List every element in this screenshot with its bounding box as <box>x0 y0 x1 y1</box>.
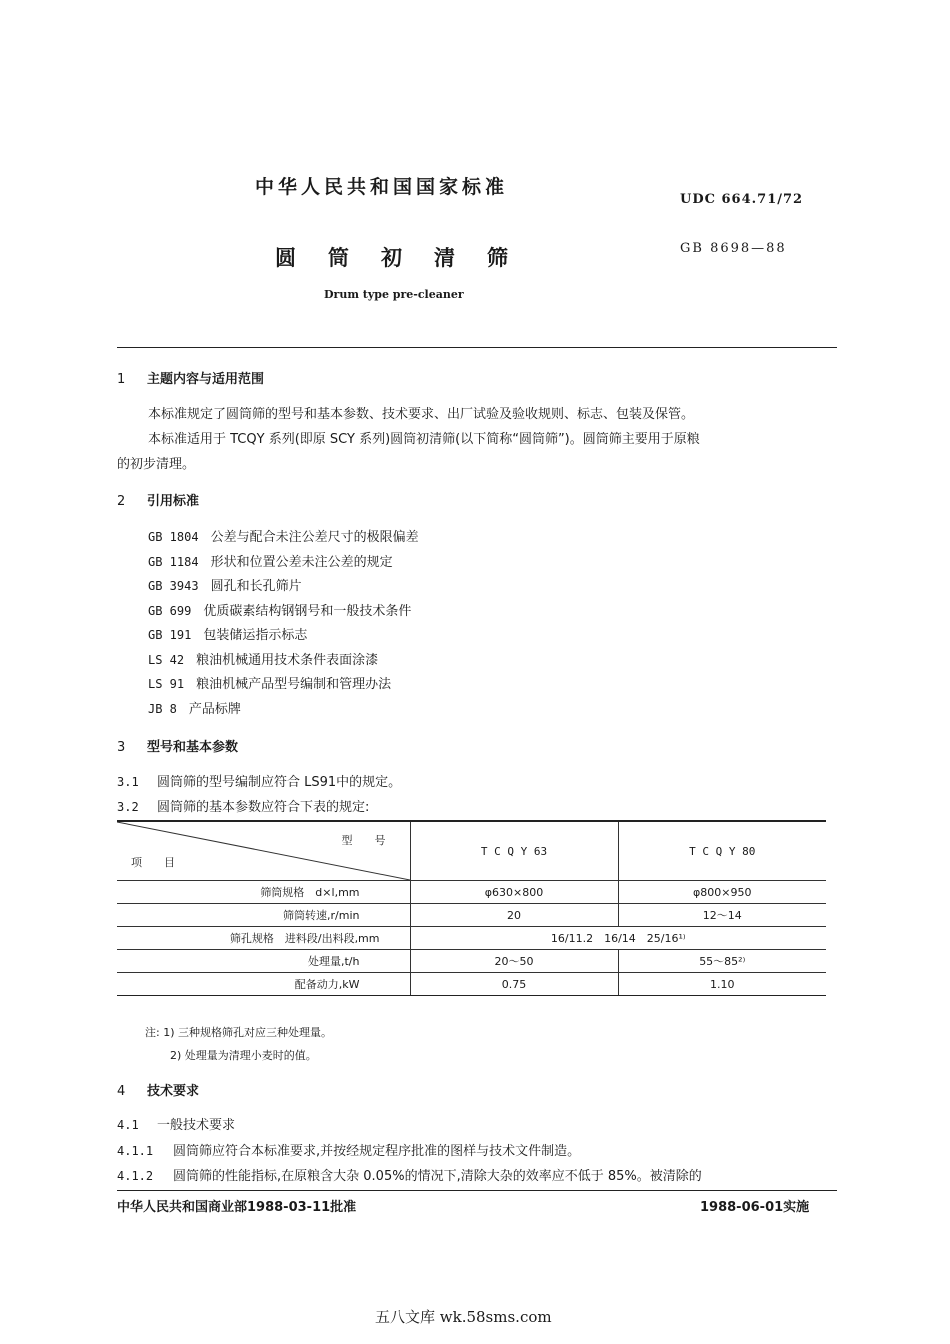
reference-item <box>148 600 411 619</box>
header-divider <box>117 347 837 348</box>
reference-code: LS 91 <box>148 677 185 691</box>
implementation-date: 1988-06-01实施 <box>700 1200 810 1215</box>
header-item-label: 项 目 <box>131 856 175 869</box>
watermark: 五八文库 wk.58sms.com <box>375 1308 552 1326</box>
table-row <box>117 973 826 996</box>
standard-organization: 中华人民共和国国家标准 <box>255 176 509 198</box>
row-value-63: 20 <box>410 904 618 927</box>
section-2-heading: 2 引用标准 <box>117 494 200 509</box>
reference-name: 公差与配合未注公差尺寸的极限偏差 <box>210 530 419 545</box>
reference-name: 优质碳素结构钢钢号和一般技术条件 <box>203 603 412 619</box>
row-label: 筛筒转速,r/min <box>117 904 410 927</box>
header-diagonal-line <box>117 822 410 880</box>
approval-date: 中华人民共和国商业部1988-03-11批准 <box>117 1200 357 1215</box>
udc-code: UDC 664.71/72 <box>680 192 804 207</box>
reference-item <box>148 673 391 692</box>
table-row <box>117 881 826 904</box>
parameters-table <box>117 820 826 996</box>
document-title: 圆筒初清筛 <box>275 246 540 270</box>
reference-code: GB 1804 <box>148 530 199 544</box>
row-value-80: 1.10 <box>618 973 826 996</box>
table-note-2: 2) 处理量为清理小麦时的值。 <box>170 1049 317 1062</box>
row-value-63: 20～50 <box>410 950 618 973</box>
reference-code: GB 699 <box>148 603 192 618</box>
reference-code: GB 191 <box>148 628 192 642</box>
reference-name: 粮油机械通用技术条件表面涂漆 <box>196 652 379 668</box>
section-4-heading: 4 技术要求 <box>117 1084 200 1099</box>
clause-4-1-1: 4.1.1 圆筒筛应符合本标准要求,并按经规定程序批准的图样与技术文件制造。 <box>117 1144 581 1159</box>
reference-name: 形状和位置公差未注公差的规定 <box>210 554 393 570</box>
reference-item <box>148 698 241 717</box>
clause-3-1: 3.1 圆筒筛的型号编制应符合 LS91中的规定。 <box>117 775 402 790</box>
section-3-heading: 3 型号和基本参数 <box>117 740 239 755</box>
clause-4-1: 4.1 一般技术要求 <box>117 1118 236 1133</box>
clause-4-1-2: 4.1.2 圆筒筛的性能指标,在原粮含大杂 0.05%的情况下,清除大杂的效率应不低于 85%。被清除的 <box>117 1169 702 1184</box>
reference-code: GB 3943 <box>148 579 199 593</box>
table-row <box>117 927 826 950</box>
header-col-tcqy63: T C Q Y 63 <box>410 821 618 881</box>
footer-divider <box>117 1190 837 1191</box>
reference-name: 包装储运指示标志 <box>203 628 308 643</box>
row-label: 处理量,t/h <box>117 950 410 973</box>
table-note-1: 注: 1) 三种规格筛孔对应三种处理量。 <box>145 1026 332 1039</box>
reference-item <box>148 575 302 594</box>
reference-name: 圆孔和长孔筛片 <box>210 579 302 594</box>
reference-item <box>148 649 378 668</box>
row-label: 筛筒规格 d×l,mm <box>117 881 410 904</box>
header-col-tcqy80: T C Q Y 80 <box>618 821 826 881</box>
reference-item <box>148 526 419 545</box>
reference-code: JB 8 <box>148 701 177 716</box>
clause-3-2: 3.2 圆筒筛的基本参数应符合下表的规定: <box>117 800 370 815</box>
table-row <box>117 904 826 927</box>
row-value-80: 12～14 <box>618 904 826 927</box>
row-label: 筛孔规格 进料段/出料段,mm <box>117 927 410 950</box>
reference-item <box>148 624 307 643</box>
section-1-paragraph-2-cont: 的初步清理。 <box>117 457 196 472</box>
section-1-heading: 1 主题内容与适用范围 <box>117 372 265 387</box>
english-title: Drum type pre-cleaner <box>324 288 464 301</box>
reference-item <box>148 551 393 570</box>
reference-name: 产品标牌 <box>188 701 241 717</box>
row-label: 配备动力,kW <box>117 973 410 996</box>
row-value-80: 55～85²⁾ <box>618 950 826 973</box>
section-1-paragraph-2: 本标准适用于 TCQY 系列(即原 SCY 系列)圆筒初清筛(以下简称“圆筒筛”)。圆筒筛主要用于原粮 <box>148 432 700 447</box>
table-row <box>117 950 826 973</box>
reference-code: LS 42 <box>148 652 185 667</box>
table-header-corner <box>117 821 410 881</box>
reference-code: GB 1184 <box>148 554 199 569</box>
row-value-63: 0.75 <box>410 973 618 996</box>
table-header-row <box>117 821 826 881</box>
reference-name: 粮油机械产品型号编制和管理办法 <box>196 677 392 692</box>
row-value-merged: 16/11.2 16/14 25/16¹⁾ <box>410 927 826 950</box>
gb-number: GB 8698—88 <box>680 241 787 256</box>
section-1-paragraph-1: 本标准规定了圆筒筛的型号和基本参数、技术要求、出厂试验及验收规则、标志、包装及保管。 <box>148 407 695 422</box>
row-value-80: φ800×950 <box>618 881 826 904</box>
row-value-63: φ630×800 <box>410 881 618 904</box>
header-model-label: 型 号 <box>341 834 386 847</box>
